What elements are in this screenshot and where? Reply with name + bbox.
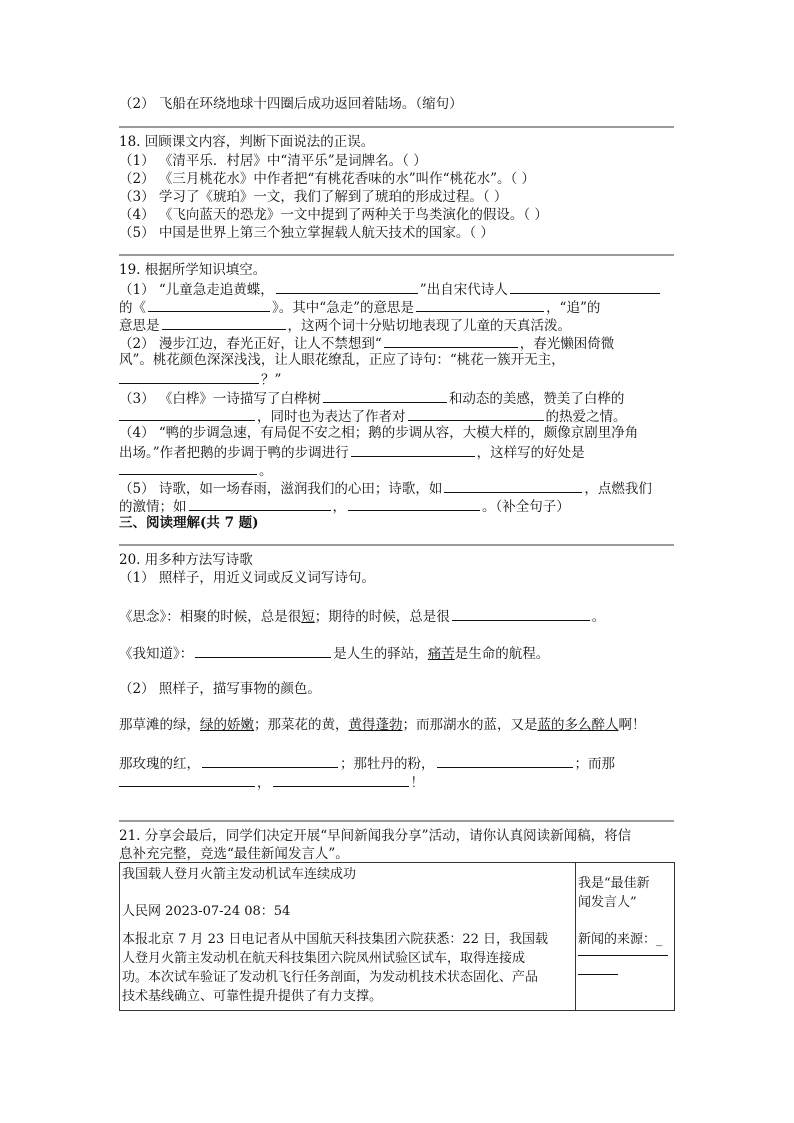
text: 是生命的航程。 xyxy=(454,646,550,662)
answer-blank[interactable] xyxy=(189,496,331,511)
text: ，同时也为表达了作者对 xyxy=(257,409,406,425)
answer-blank[interactable] xyxy=(408,406,544,421)
side-label-line: 我是“最佳新 xyxy=(578,876,650,891)
answer-blank[interactable] xyxy=(348,496,480,511)
text: ， xyxy=(257,775,271,791)
answer-blank[interactable] xyxy=(351,442,475,457)
text: 那玫瑰的红， xyxy=(119,756,200,772)
text: 和动态的美感，赞美了白桦的 xyxy=(448,391,625,407)
text: ，春光懒困倚微 xyxy=(519,336,615,352)
text: 。 xyxy=(591,609,606,625)
text: ；那牡丹的粉， xyxy=(340,756,435,772)
q20-fill-line xyxy=(119,753,615,774)
q20-sixin-line xyxy=(119,606,605,627)
text: 》。其中“急走”的意思是 xyxy=(272,300,415,316)
answer-blank[interactable] xyxy=(323,388,447,403)
underlined-word: 短 xyxy=(301,609,315,625)
underlined-word: 痛苦 xyxy=(427,646,455,662)
text: （3） 《白桦》一诗描写了白桦树 xyxy=(119,391,321,407)
underlined-phrase: 黄得蓬勃 xyxy=(348,717,403,733)
text: ，这两个词十分贴切地表现了儿童的天真活泼。 xyxy=(287,318,571,334)
answer-blank[interactable] xyxy=(119,460,257,475)
q20-part-2: （2） 照样子，描写事物的颜色。 xyxy=(119,681,321,697)
answer-blank[interactable] xyxy=(119,369,259,384)
answer-blank[interactable] xyxy=(578,949,668,956)
text: ，点燃我们 xyxy=(584,481,652,497)
answer-blank[interactable] xyxy=(578,956,618,975)
answer-blank[interactable] xyxy=(195,643,331,658)
answer-blank[interactable] xyxy=(416,297,544,312)
section-3-title: 三、阅读理解(共 7 题) xyxy=(119,515,259,531)
answer-blank[interactable] xyxy=(452,606,590,621)
text: （5） 诗歌，如一场春雨，滋润我们的心田；诗歌，如 xyxy=(119,481,443,497)
q18-item-2: （2） 《三月桃花水》中作者把“有桃花香味的水”叫作“桃花水”。（ ） xyxy=(119,171,536,187)
text: ， xyxy=(332,499,346,515)
q20-zhidao-line xyxy=(119,643,549,664)
q18-item-3: （3） 学习了《琥珀》一文，我们了解到了琥珀的形成过程。（ ） xyxy=(119,189,508,205)
text: （1） “儿童急走追黄蝶， xyxy=(119,282,274,298)
q20-fill-line-2 xyxy=(119,772,424,793)
q17-item-2: （2） 飞船在环绕地球十四圈后成功返回着陆场。（缩句） xyxy=(119,96,463,112)
answer-blank[interactable] xyxy=(384,333,518,348)
q20-part-1: （1） 照样子，用近义词或反义词写诗句。 xyxy=(119,570,375,586)
text: ？” xyxy=(261,372,282,388)
text: ，“追”的 xyxy=(546,300,601,316)
side-label-line: 闻发言人” xyxy=(578,895,637,910)
q21-title-line-1: 21. 分享会最后，同学们决定开展“早间新闻我分享”活动，请你认真阅读新闻稿，将信 xyxy=(119,828,632,844)
q18-title: 18. 回顾课文内容，判断下面说法的正误。 xyxy=(119,134,375,150)
text: 的热爱之情。 xyxy=(545,409,627,425)
text: ，这样写的好处是 xyxy=(476,445,585,461)
q18-item-5: （5） 中国是世界上第三个独立掌握载人航天技术的国家。（ ） xyxy=(119,225,494,241)
q20-example-line xyxy=(119,716,646,735)
answer-blank[interactable] xyxy=(162,315,286,330)
news-side-cell xyxy=(576,863,675,1011)
q19-item-2-line-2: 风”。桃花颜色深深浅浅，让人眼花缭乱，正应了诗句：“桃花一簇开无主， xyxy=(119,352,565,368)
text: ；那菜花的黄， xyxy=(254,717,349,733)
q18-item-1: （1） 《清平乐．村居》中“清平乐”是词牌名。（ ） xyxy=(119,153,427,169)
text: ”出自宋代诗人 xyxy=(419,282,508,298)
news-headline: 我国载人登月火箭主发动机试车连续成功 xyxy=(122,867,357,882)
q20-title: 20. 用多种方法写诗歌 xyxy=(119,552,253,568)
text: ！ xyxy=(410,775,424,791)
q18-item-4: （4） 《飞向蓝天的恐龙》一文中提到了两种关于鸟类演化的假设。（ ） xyxy=(119,207,548,223)
news-article-cell xyxy=(120,863,576,1011)
divider xyxy=(119,126,674,128)
q19-item-4-line-1: （4） “鸭的步调急速，有局促不安之相；鹅的步调从容，大模大样的，颇像京剧里净角 xyxy=(119,425,639,441)
answer-blank[interactable] xyxy=(202,753,338,768)
news-body-line: 人登月火箭主发动机在航天科技集团六院凤州试验区试车，取得连接成 xyxy=(122,951,526,966)
news-source-date: 人民网 2023-07-24 08：54 xyxy=(122,904,291,919)
news-table xyxy=(119,862,675,1011)
text: 那草滩的绿， xyxy=(119,717,200,733)
news-source-label: 新闻的来源：_ xyxy=(578,932,663,947)
answer-blank[interactable] xyxy=(148,297,270,312)
divider xyxy=(119,820,674,822)
news-body-line: 功。本次试车验证了发动机飞行任务剖面，为发动机技术状态固化、产品 xyxy=(122,970,539,985)
q19-item-2-line-3 xyxy=(119,369,281,390)
news-body-line: 本报北京 7 月 23 日电记者从中国航天科技集团六院获悉：22 日，我国载 xyxy=(122,932,549,947)
answer-blank[interactable] xyxy=(276,279,418,294)
text: 意思是 xyxy=(119,318,160,334)
answer-blank[interactable] xyxy=(119,406,255,421)
text: 。（补全句子） xyxy=(482,499,570,515)
text: ；而那湖水的蓝，又是 xyxy=(402,717,538,733)
divider xyxy=(119,544,674,546)
text: ；期待的时候，总是很 xyxy=(314,609,450,625)
text: （2） 漫步江边，春光正好，让人不禁想到“ xyxy=(119,336,382,352)
divider xyxy=(119,254,674,256)
text: ；而那 xyxy=(574,756,615,772)
text: 《思念》：相聚的时候，总是很 xyxy=(119,609,302,625)
answer-blank[interactable] xyxy=(119,772,255,787)
q19-title: 19. 根据所学知识填空。 xyxy=(119,262,267,278)
underlined-phrase: 蓝的多么醉人 xyxy=(537,717,619,733)
text: 啊！ xyxy=(618,717,646,733)
text: 的《 xyxy=(119,300,146,316)
underlined-phrase: 绿的娇嫩 xyxy=(200,717,254,733)
answer-blank[interactable] xyxy=(273,772,409,787)
q21-title-line-2: 息补充完整，竞选“最佳新闻发言人”。 xyxy=(119,846,349,862)
text: 的激情；如 xyxy=(119,499,187,515)
text: 是人生的驿站， xyxy=(333,646,428,662)
answer-blank[interactable] xyxy=(444,478,582,493)
answer-blank[interactable] xyxy=(510,279,660,294)
news-body-line: 技术基线确立、可靠性提升提供了有力支撑。 xyxy=(122,989,383,1004)
answer-blank[interactable] xyxy=(437,753,573,768)
text: 出场。”作者把鹅的步调于鸭的步调进行 xyxy=(119,445,349,461)
text: 《我知道》： xyxy=(119,646,194,662)
text: 。 xyxy=(259,463,273,479)
